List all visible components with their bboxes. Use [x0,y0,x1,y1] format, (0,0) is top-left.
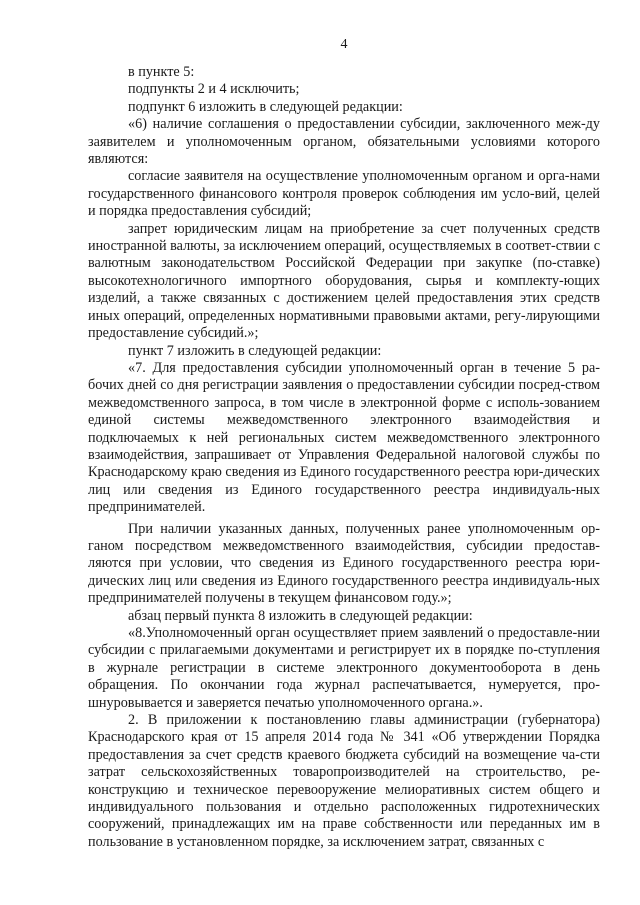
paragraph: подпункт 6 изложить в следующей редакции: [128,98,403,115]
paragraph: запрет юридическим лицам на приобретение за счет полученных средств иностранной валюты, за исключением операций, осуществляемых в соответ-ствии с валютным законодательством Российской Федерации при закупке (по-ставке) высокотехнологичного импортного оборудования, сырья и комплекту-ющих изделий, а также связанных с достижением целей предоставления этих средств иных операций, определенных нормативными правовыми актами, регу-лирующими предоставление субсидий.»; [88,220,600,342]
document-body [88,64,600,851]
paragraph: абзац первый пункта 8 изложить в следующей редакции: [128,607,473,624]
paragraph: «7. Для предоставления субсидии уполномоченный орган в течение 5 ра-бочих дней со дня регистрации заявления о предоставлении субсидии посред-ством межведомственного запроса, в том числе в электронной форме с исполь-зованием единой системы межведомственного электронного взаимодействия и подключаемых к ней региональных систем межведомственного электронного взаимодействия, запрашивает от Управления Федеральной налоговой службы по Краснодарскому краю сведения из Единого государственного реестра юри-дических лиц или сведения из Единого государственного реестра индивидуаль-ных предпринимателей. [88,359,600,516]
paragraph: «8.Уполномоченный орган осуществляет прием заявлений о предоставле-нии субсидии с прилагаемыми документами и регистрирует их в порядке по-ступления в журнале регистрации в системе электронного документооборота в день обращения. По окончании года журнал распечатывается, нумеруется, про-шнуровывается и заверяется печатью уполномоченного органа.». [88,625,600,711]
paragraph: в пункте 5: [128,64,195,80]
page-number: 4 [340,37,348,52]
paragraph: 2. В приложении к постановлению главы администрации (губернатора) Краснодарского края от 15 апреля 2014 года № 341 «Об утверждении Порядка предоставления за счет средств краевого бюджета субсидий на возмещение ча-сти затрат сельскохозяйственных товаропроизводителей на строительство, ре-конструкцию и техническое перевооружение мелиоративных систем общего и индивидуального пользования и отдельно расположенных гидротехнических сооружений, принадлежащих им на праве собственности или переданных им в пользование в установленном порядке, за исключением затрат, связанных с [88,712,600,850]
paragraph: согласие заявителя на осуществление уполномоченным органом и орга-нами государственного финансового контроля проверок соблюдения им усло-вий, целей и порядка предоставления субсидий; [88,168,600,220]
paragraph: «6) наличие соглашения о предоставлении субсидии, заключенного меж-ду заявителем и уполномоченным органом, обязательными условиями которого являются: [88,116,600,168]
paragraph: пункт 7 изложить в следующей редакции: [128,342,382,359]
paragraph: подпункты 2 и 4 исключить; [128,81,300,98]
paragraph: При наличии указанных данных, полученных ранее уполномоченным ор-ганом посредством межведомственного взаимодействия, субсидии предостав-ляются при условии, что сведения из Единого государственного реестра юри-дических лиц или сведения из Единого государственного реестра индивидуаль-ных предпринимателей получены в текущем финансовом году.»; [88,520,600,607]
